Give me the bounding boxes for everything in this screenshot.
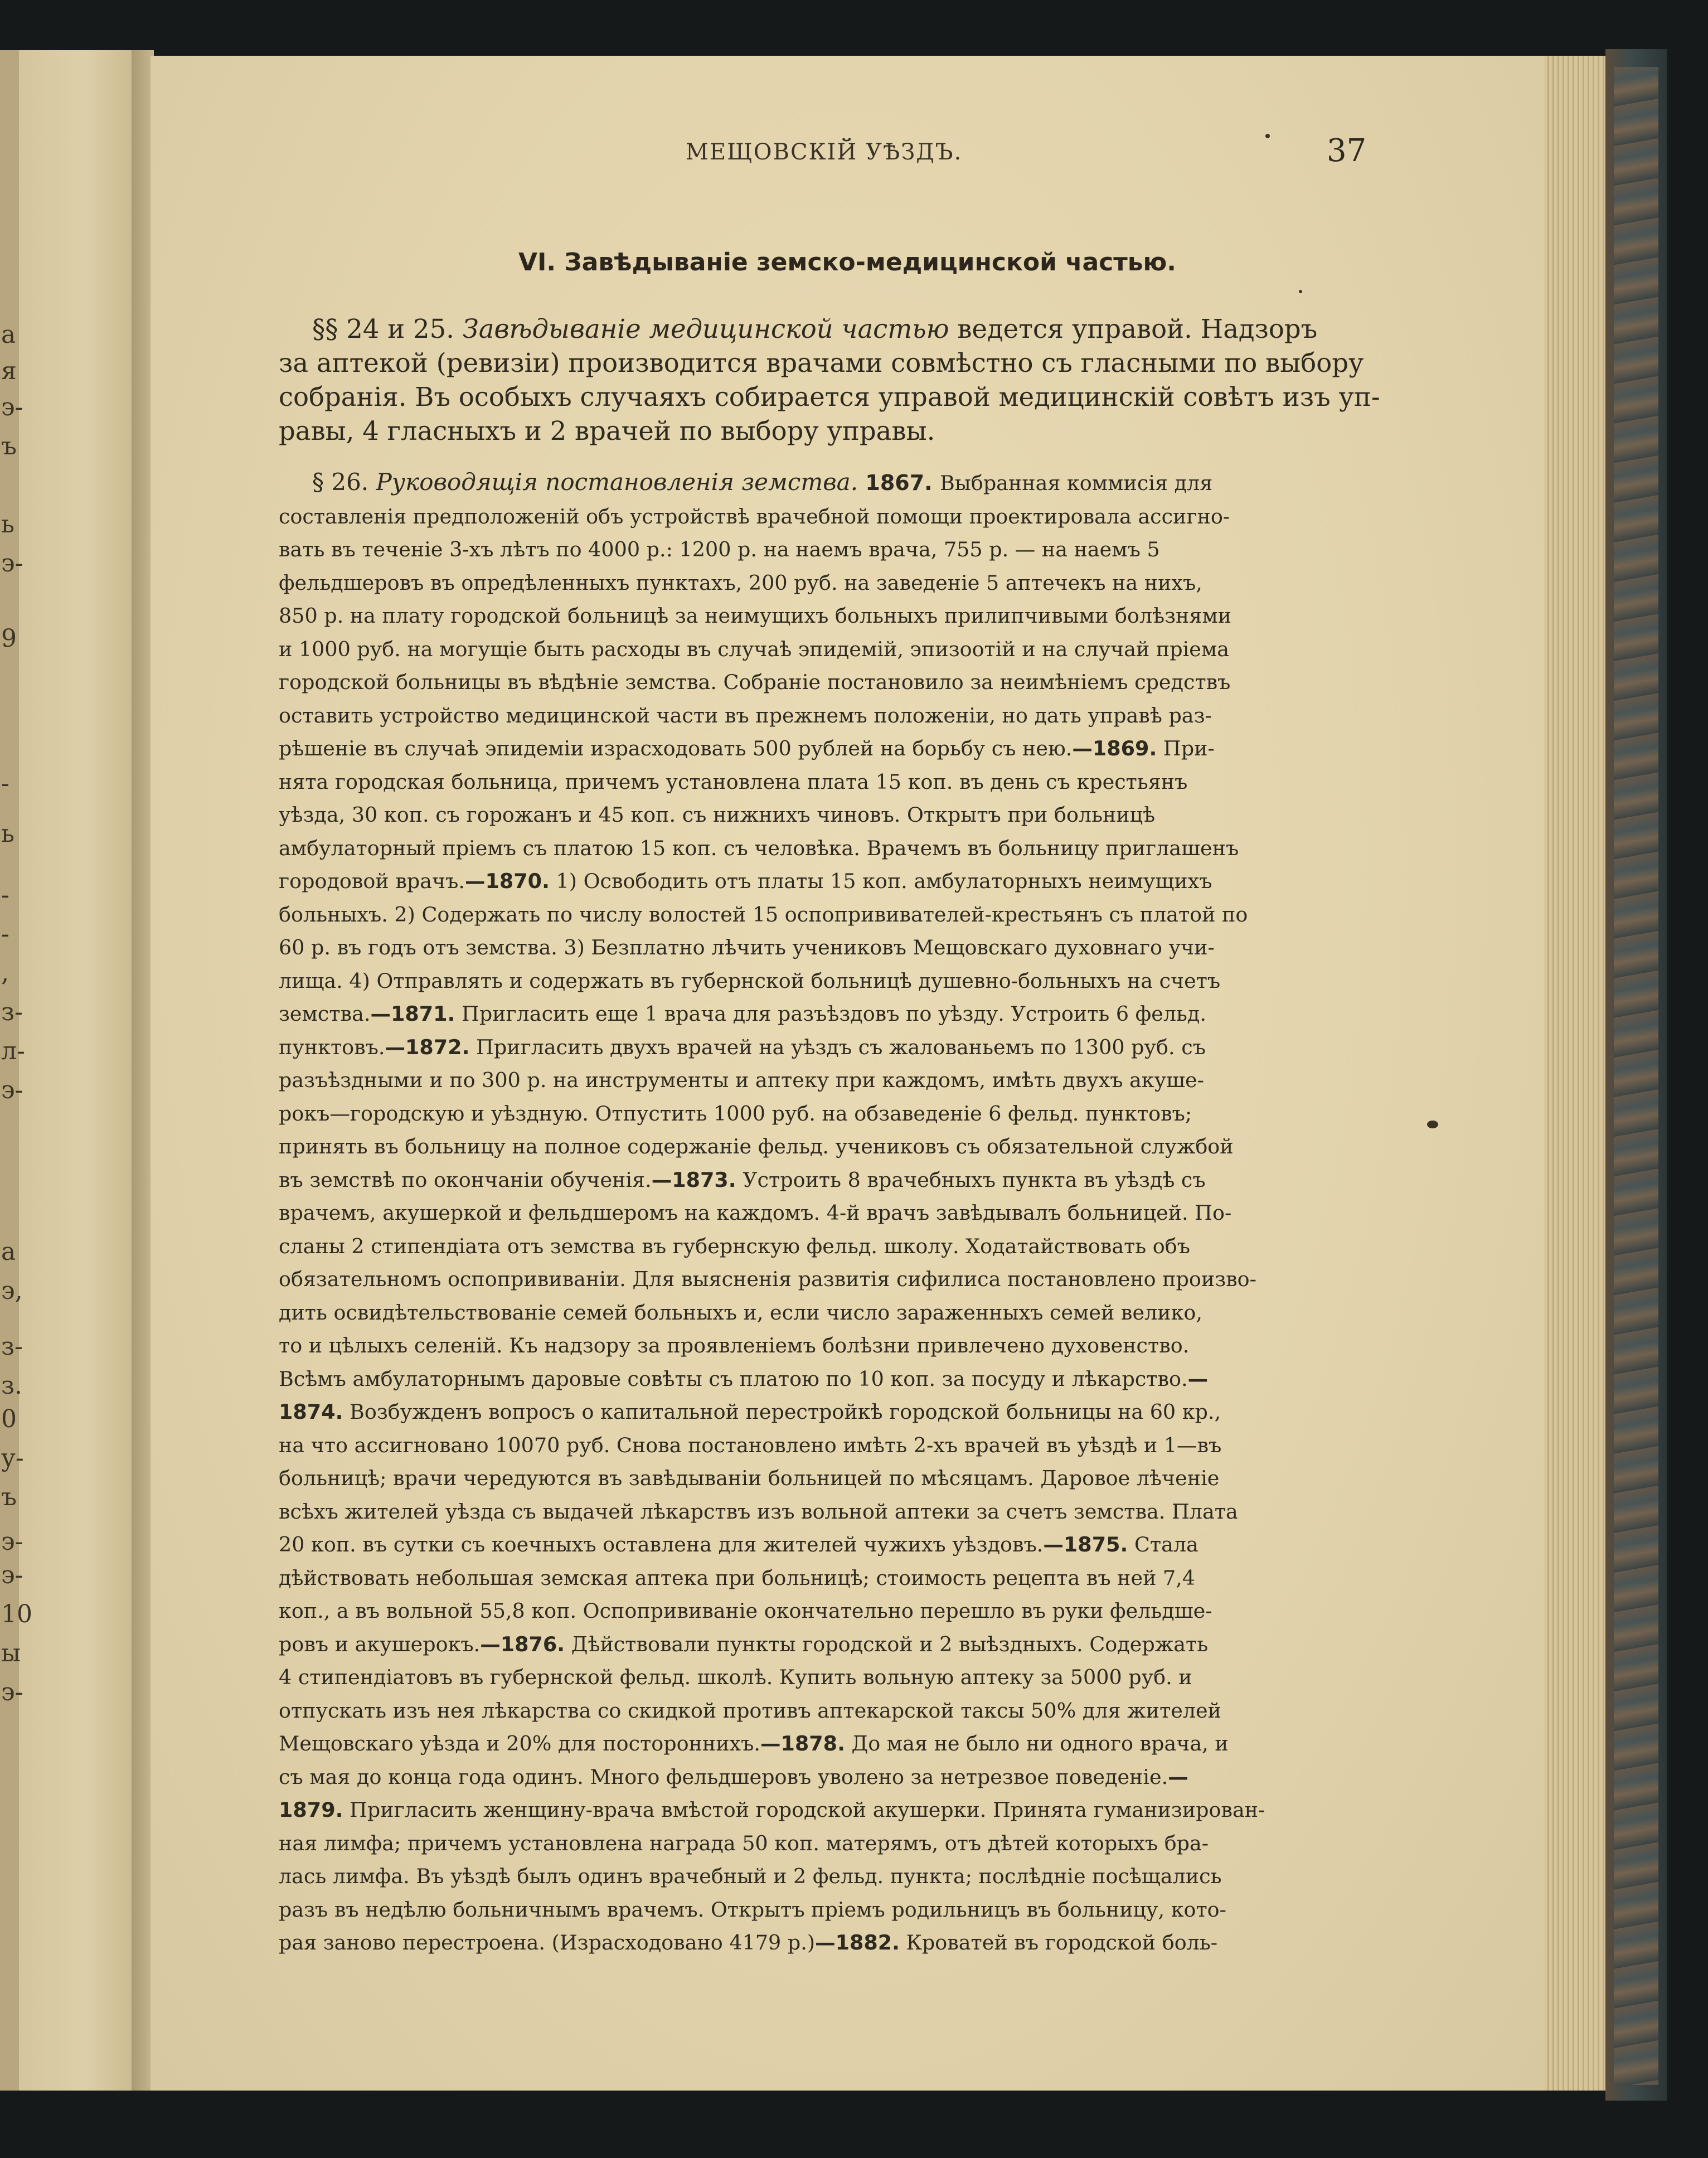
paragraph-text: Возбужденъ вопросъ о капитальной перестройкѣ городской больницы на 60 кр.,: [343, 1400, 1221, 1424]
left-page-fragment: -: [1, 769, 9, 798]
paragraph-text: Пригласить двухъ врачей на уѣздъ съ жалованьемъ по 1300 руб. съ: [469, 1035, 1206, 1059]
ink-speck: [1427, 1121, 1438, 1128]
paragraph-text: разъѣздными и по 300 р. на инструменты и аптеку при каждомъ, имѣть двухъ акуше-: [279, 1068, 1204, 1092]
year-marker: 1879.: [279, 1798, 343, 1822]
paragraph-text: составленія предположеній объ устройствѣ врачебной помощи проектировала ассигно-: [279, 504, 1230, 528]
cover-marble-pattern: [1614, 67, 1658, 2085]
paragraph-line: [279, 1827, 1455, 1860]
paragraph-line: [279, 1462, 1455, 1495]
left-page-fragment: э,: [1, 1277, 23, 1305]
left-page-fragment: з-: [1, 998, 23, 1026]
paragraph-line: [279, 1097, 1455, 1131]
paragraph-line: [279, 1893, 1455, 1927]
paragraph-line: [279, 1528, 1455, 1561]
left-page-fragment: з.: [1, 1371, 22, 1400]
paragraph-text: больныхъ. 2) Содержать по числу волостей 15 оспопрививателей-крестьянъ съ платой по: [279, 902, 1248, 927]
year-marker: —1876.: [480, 1632, 565, 1656]
paragraph-text: пунктовъ.: [279, 1035, 385, 1059]
left-page-fragment: ъ: [1, 1483, 17, 1511]
paragraph-text: разъ въ недѣлю больничнымъ врачемъ. Открытъ пріемъ родильницъ въ больницу, кото-: [279, 1897, 1226, 1922]
paragraph-line: [279, 1130, 1455, 1163]
paragraph-line: [279, 1761, 1455, 1794]
paragraph-line: [279, 1661, 1455, 1694]
running-title: МЕЩОВСКІЙ УѢЗДЪ.: [686, 139, 963, 165]
paragraph-24-25: [279, 312, 1455, 448]
paragraph-text: на что ассигновано 10070 руб. Снова постановлено имѣть 2-хъ врачей въ уѣздѣ и 1—въ: [279, 1433, 1222, 1457]
paragraph-text: лась лимфа. Въ уѣздѣ былъ одинъ врачебный и 2 фельд. пункта; послѣдніе посѣщались: [279, 1864, 1222, 1888]
section-heading: VI. Завѣдываніе земско-медицинской частью.: [518, 248, 1177, 277]
paragraph-line: [279, 1163, 1455, 1197]
paragraph-text: 20 коп. въ сутки съ коечныхъ оставлена для жителей чужихъ уѣздовъ.: [279, 1533, 1044, 1556]
paragraph-line: [279, 533, 1455, 566]
paragraph-line: [279, 599, 1455, 633]
paragraph-text: Выбранная коммисія для: [939, 471, 1213, 495]
left-page-fragment: а: [1, 1238, 16, 1266]
paragraph-line: [279, 1793, 1455, 1827]
paragraph-line: [279, 997, 1455, 1031]
left-page-fragment: э-: [1, 549, 23, 578]
paragraph-text: дѣйствовать небольшая земская аптека при больницѣ; стоимость рецепта въ ней 7,4: [279, 1565, 1196, 1590]
paragraph-text: фельдшеровъ въ опредѣленныхъ пунктахъ, 200 руб. на заведеніе 5 аптечекъ на нихъ,: [279, 570, 1202, 595]
year-marker: 1867.: [865, 471, 933, 495]
paragraph-text: ная лимфа; причемъ установлена награда 50 коп. матерямъ, отъ дѣтей которыхъ бра-: [279, 1831, 1209, 1855]
paragraph-text: то и цѣлыхъ селеній. Къ надзору за проявленіемъ болѣзни привлечено духовенство.: [279, 1333, 1190, 1357]
year-marker: —: [1168, 1764, 1188, 1789]
paragraph-text: лища. 4) Отправлять и содержать въ губернской больницѣ душевно-больныхъ на счетъ: [279, 968, 1221, 993]
left-page-edge: [0, 50, 19, 2091]
ink-speck: [1299, 290, 1302, 293]
paragraph-line: за аптекой (ревизіи) производится врачами совмѣстно съ гласными по выбору: [279, 348, 1364, 378]
paragraph-text: коп., а въ вольной 55,8 коп. Оспопрививаніе окончательно перешло въ руки фельдше-: [279, 1599, 1212, 1623]
paragraph-line: [279, 1926, 1455, 1960]
left-page-fragment: я: [1, 357, 17, 385]
paragraph-line: [279, 312, 1455, 346]
page-number: 37: [1327, 133, 1367, 169]
paragraph-line: [279, 1296, 1455, 1330]
left-page-fragment: э-: [1, 1678, 23, 1706]
paragraph-text: рѣшеніе въ случаѣ эпидеміи израсходовать 500 рублей на борьбу съ нею.: [279, 736, 1073, 760]
section-marker: §§ 24 и 25.: [312, 314, 454, 344]
paragraph-text: и 1000 руб. на могущіе быть расходы въ случаѣ эпидемій, эпизоотій и на случай пріема: [279, 637, 1230, 661]
paragraph-text: 850 р. на плату городской больницѣ за неимущихъ больныхъ прилипчивыми болѣзнями: [279, 604, 1232, 628]
paragraph-text: 1) Освободить отъ платы 15 коп. амбулаторныхъ неимущихъ: [549, 869, 1212, 893]
italic-term: Руководящія постановленія земства.: [376, 468, 858, 496]
paragraph-line: [279, 765, 1455, 799]
paragraph-line: [279, 798, 1455, 832]
paragraph-line: [279, 465, 1455, 500]
paragraph-text: обязательномъ оспопрививаніи. Для выясненія развитія сифилиса постановлено произво-: [279, 1267, 1256, 1291]
paragraph-text: Устроить 8 врачебныхъ пункта въ уѣздѣ съ: [736, 1167, 1206, 1192]
left-page-fragment: 0: [1, 1405, 17, 1433]
left-page-fragment: у-: [1, 1444, 24, 1472]
paragraph-line: [279, 1694, 1455, 1728]
paragraph-text: рая заново перестроена. (Израсходовано 4179 р.): [279, 1931, 816, 1955]
left-page-fragment: з-: [1, 1332, 23, 1361]
left-page-fragment: э-: [1, 1527, 23, 1556]
paragraph-text: ведется управой. Надзоръ: [957, 314, 1318, 344]
paragraph-text: Дѣйствовали пункты городской и 2 выѣздныхъ. Содержать: [565, 1632, 1209, 1656]
paragraph-text: При-: [1157, 736, 1215, 760]
paragraph-line: [279, 1230, 1455, 1263]
paragraph-text: городской больницы въ вѣдѣніе земства. Собраніе постановило за неимѣніемъ средствъ: [279, 670, 1231, 694]
left-page-fragment: 9: [1, 624, 17, 653]
paragraph-26: [279, 465, 1455, 1960]
paragraph-line: [279, 931, 1455, 964]
paragraph-text: дить освидѣтельствованіе семей больныхъ и, если число зараженныхъ семей велико,: [279, 1300, 1202, 1325]
paragraph-line: [279, 1395, 1455, 1429]
paragraph-text: отпускать изъ нея лѣкарства со скидкой противъ аптекарской таксы 50% для жителей: [279, 1698, 1221, 1723]
year-marker: —1869.: [1072, 736, 1157, 760]
paragraph-text: амбулаторный пріемъ съ платою 15 коп. съ человѣка. Врачемъ въ больницу приглашенъ: [279, 836, 1239, 860]
paragraph-lines: [279, 500, 1455, 1960]
left-page-fragment: э-: [1, 393, 23, 421]
paragraph-text: сланы 2 стипендіата отъ земства въ губернскую фельд. школу. Ходатайствовать объ: [279, 1234, 1190, 1258]
paragraph-text: Всѣмъ амбулаторнымъ даровые совѣты съ платою по 10 коп. за посуду и лѣкарство.: [279, 1366, 1188, 1391]
year-marker: 1874.: [279, 1400, 343, 1424]
right-page: [151, 56, 1544, 2091]
paragraph-text: вать въ теченіе 3-хъ лѣтъ по 4000 р.: 1200 р. на наемъ врача, 755 р. — на наемъ 5: [279, 537, 1160, 561]
paragraph-line: [279, 832, 1455, 865]
left-page-fragment: -: [1, 881, 9, 909]
paragraph-text: городовой врачъ.: [279, 869, 465, 893]
paragraph-line: [279, 1860, 1455, 1893]
paragraph-line: [279, 699, 1455, 733]
left-page-fragment: э-: [1, 1076, 23, 1104]
paragraph-line: [279, 1594, 1455, 1628]
paragraph-line: [279, 1561, 1455, 1595]
year-marker: —1878.: [760, 1732, 845, 1756]
paragraph-text: нята городская больница, причемъ установлена плата 15 коп. въ день съ крестьянъ: [279, 769, 1188, 794]
year-marker: —: [1187, 1366, 1209, 1391]
paragraph-text: Пригласить еще 1 врача для разъѣздовъ по уѣзду. Устроить 6 фельд.: [455, 1002, 1206, 1026]
paragraph-text: рокъ—городскую и уѣздную. Отпустить 1000 руб. на обзаведеніе 6 фельд. пунктовъ;: [279, 1101, 1192, 1126]
paragraph-line: [279, 1031, 1455, 1064]
left-page-fragment: ь: [1, 819, 14, 848]
paragraph-text: всѣхъ жителей уѣзда съ выдачей лѣкарствъ изъ вольной аптеки за счетъ земства. Плата: [279, 1499, 1238, 1524]
paragraph-text: Кроватей въ городской боль-: [900, 1931, 1218, 1955]
left-page-fragment: ,: [1, 959, 9, 987]
italic-term: Завѣдываніе медицинской частью: [462, 314, 949, 344]
year-marker: —1870.: [464, 869, 550, 893]
left-page-fragment: л-: [1, 1037, 25, 1065]
paragraph-line: [279, 732, 1455, 765]
paragraph-text: ровъ и акушерокъ.: [279, 1632, 481, 1656]
year-marker: —1872.: [385, 1035, 470, 1059]
paragraph-line: [279, 1263, 1455, 1296]
page-header: [151, 133, 1544, 184]
ink-speck: [1265, 134, 1270, 138]
left-page-fragment: а: [1, 321, 16, 349]
left-page-fragment: ы: [1, 1639, 21, 1667]
paragraph-line: [279, 500, 1455, 534]
year-marker: —1871.: [370, 1002, 455, 1026]
paragraph-line: [279, 865, 1455, 898]
paragraph-line: равы, 4 гласныхъ и 2 врачей по выбору управы.: [279, 416, 935, 446]
paragraph-line: [279, 898, 1455, 932]
left-page-fragment: ь: [1, 510, 14, 539]
year-marker: —1882.: [815, 1931, 900, 1955]
paragraph-text: принять въ больницу на полное содержаніе фельд. учениковъ съ обязательной службой: [279, 1134, 1234, 1158]
paragraph-line: [279, 1429, 1455, 1462]
year-marker: —1873.: [651, 1167, 736, 1192]
paragraph-line: [279, 666, 1455, 699]
paragraph-line: [279, 964, 1455, 998]
paragraph-text: До мая не было ни одного врача, и: [845, 1732, 1229, 1756]
paragraph-line: [279, 1362, 1455, 1396]
paragraph-text: 4 стипендіатовъ въ губернской фельд. школѣ. Купить вольную аптеку за 5000 руб. и: [279, 1665, 1192, 1689]
paragraph-text: Стала: [1128, 1533, 1198, 1556]
paragraph-line: [279, 566, 1455, 600]
paragraph-line: [279, 1727, 1455, 1761]
paragraph-text: оставить устройство медицинской части въ прежнемъ положеніи, но дать управѣ раз-: [279, 703, 1212, 728]
paragraph-text: Мещовскаго уѣзда и 20% для постороннихъ.: [279, 1732, 760, 1756]
paragraph-line: [279, 1329, 1455, 1362]
paragraph-line: [279, 1495, 1455, 1529]
paragraph-line: [279, 1628, 1455, 1661]
page-edges: [1544, 56, 1605, 2091]
left-page-fragment: -: [1, 920, 9, 948]
left-page-fragment: ъ: [1, 432, 17, 460]
year-marker: —1875.: [1043, 1533, 1128, 1556]
section-marker: § 26.: [312, 468, 369, 496]
paragraph-line: собранія. Въ особыхъ случаяхъ собирается управой медицинскій совѣтъ изъ уп-: [279, 382, 1380, 412]
paragraph-text: въ земствѣ по окончаніи обученія.: [279, 1167, 652, 1192]
left-page-fragment: э-: [1, 1561, 23, 1589]
paragraph-text: уѣзда, 30 коп. съ горожанъ и 45 коп. съ нижнихъ чиновъ. Открытъ при больницѣ: [279, 803, 1156, 827]
left-page: [0, 50, 139, 2091]
paragraph-text: больницѣ; врачи чередуются въ завѣдываніи больницей по мѣсяцамъ. Даровое лѣченіе: [279, 1466, 1220, 1490]
paragraph-text: съ мая до конца года одинъ. Много фельдшеровъ уволено за нетрезвое поведеніе.: [279, 1764, 1168, 1789]
paragraph-text: земства.: [279, 1002, 371, 1026]
paragraph-line: [279, 1196, 1455, 1230]
left-page-fragment: 10: [1, 1600, 32, 1628]
paragraph-line: [279, 1064, 1455, 1097]
paragraph-text: Пригласить женщину-врача вмѣстой городской акушерки. Принята гуманизирован-: [343, 1798, 1265, 1822]
paragraph-line: [279, 633, 1455, 666]
paragraph-text: 60 р. въ годъ отъ земства. 3) Безплатно лѣчить учениковъ Мещовскаго духовнаго учи-: [279, 935, 1215, 959]
paragraph-text: врачемъ, акушеркой и фельдшеромъ на каждомъ. 4-й врачъ завѣдывалъ больницей. По-: [279, 1201, 1232, 1225]
